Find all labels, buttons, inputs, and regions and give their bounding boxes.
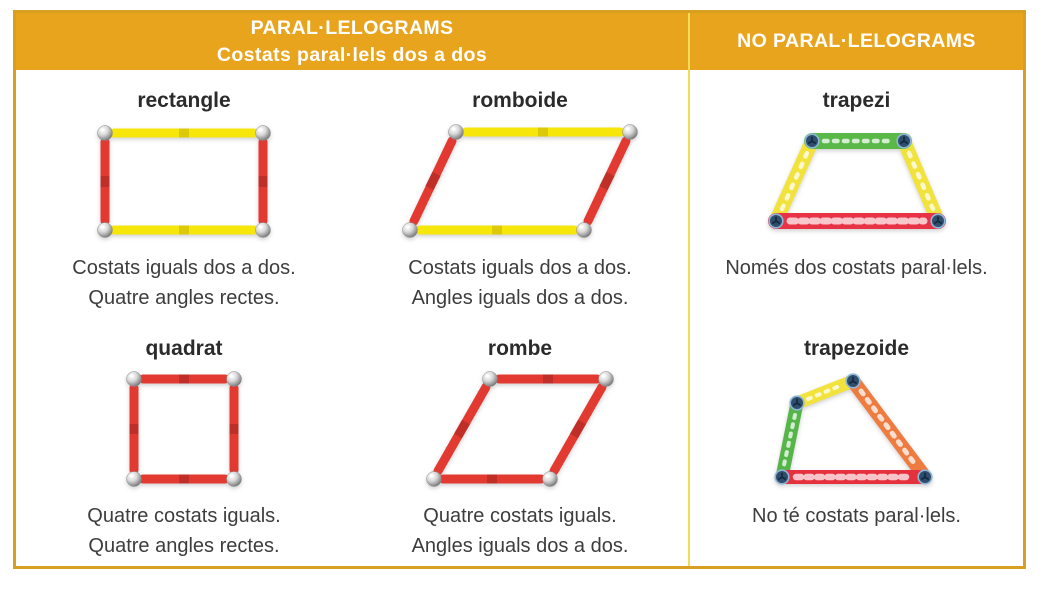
quadrat-caption-line2: Quatre angles rectes. bbox=[88, 535, 280, 557]
trapezoide-figure-wrap bbox=[769, 363, 944, 495]
quadrat-figure bbox=[120, 365, 248, 493]
trapezi-title: trapezi bbox=[822, 89, 891, 112]
romboide-caption bbox=[408, 253, 631, 313]
rectangle-figure-wrap bbox=[89, 115, 279, 247]
cell-trapezi bbox=[690, 70, 1023, 318]
romboide-title: romboide bbox=[472, 89, 568, 112]
rectangle-caption-line2: Quatre angles rectes. bbox=[88, 287, 280, 309]
no-parallelograms-body bbox=[690, 70, 1023, 566]
trapezoide-figure bbox=[769, 367, 944, 492]
trapezi-caption bbox=[725, 253, 987, 283]
quadrat-title: quadrat bbox=[145, 337, 223, 360]
quadrat-caption-line1: Quatre costats iguals. bbox=[87, 505, 281, 527]
rectangle-figure bbox=[89, 119, 279, 244]
romboide-caption-line1: Costats iguals dos a dos. bbox=[408, 257, 632, 279]
cell-rombe bbox=[352, 318, 688, 566]
trapezi-caption-line1: Només dos costats paral·lels. bbox=[725, 257, 988, 279]
cell-trapezoide bbox=[690, 318, 1023, 566]
quadrat-figure-wrap bbox=[120, 363, 248, 495]
parallelograms-body bbox=[16, 70, 688, 566]
trapezi-figure bbox=[762, 124, 952, 239]
trapezoide-caption bbox=[752, 501, 961, 531]
cell-rectangle bbox=[16, 70, 352, 318]
parallelograms-header-subtitle: Costats paral·lels dos a dos bbox=[216, 43, 488, 66]
rectangle-caption-line1: Costats iguals dos a dos. bbox=[72, 257, 296, 279]
rombe-caption bbox=[412, 501, 629, 561]
quadrat-caption bbox=[87, 501, 280, 561]
trapezoide-caption-line1: No té costats paral·lels. bbox=[752, 505, 961, 527]
romboide-figure-wrap bbox=[398, 115, 643, 247]
rectangle-caption bbox=[72, 253, 295, 313]
no-parallelograms-header bbox=[690, 13, 1023, 70]
romboide-figure bbox=[398, 120, 643, 242]
rombe-caption-line2: Angles iguals dos a dos. bbox=[411, 535, 629, 557]
romboide-caption-line2: Angles iguals dos a dos. bbox=[411, 287, 629, 309]
cell-romboide bbox=[352, 70, 688, 318]
parallelograms-header-title: PARAL·LELOGRAMS bbox=[250, 16, 454, 39]
rectangle-title: rectangle bbox=[137, 89, 231, 112]
rombe-caption-line1: Quatre costats iguals. bbox=[423, 505, 617, 527]
rombe-figure-wrap bbox=[422, 363, 618, 495]
trapezi-figure-wrap bbox=[762, 115, 952, 247]
no-parallelograms-header-title: NO PARAL·LELOGRAMS bbox=[737, 30, 976, 52]
rombe-title: rombe bbox=[487, 337, 553, 360]
no-parallelograms-section bbox=[690, 13, 1023, 566]
parallelograms-section bbox=[16, 13, 688, 566]
shapes-table bbox=[13, 10, 1026, 569]
parallelograms-header bbox=[16, 13, 688, 70]
rombe-figure bbox=[422, 366, 618, 492]
cell-quadrat bbox=[16, 318, 352, 566]
trapezoide-title: trapezoide bbox=[803, 337, 910, 360]
